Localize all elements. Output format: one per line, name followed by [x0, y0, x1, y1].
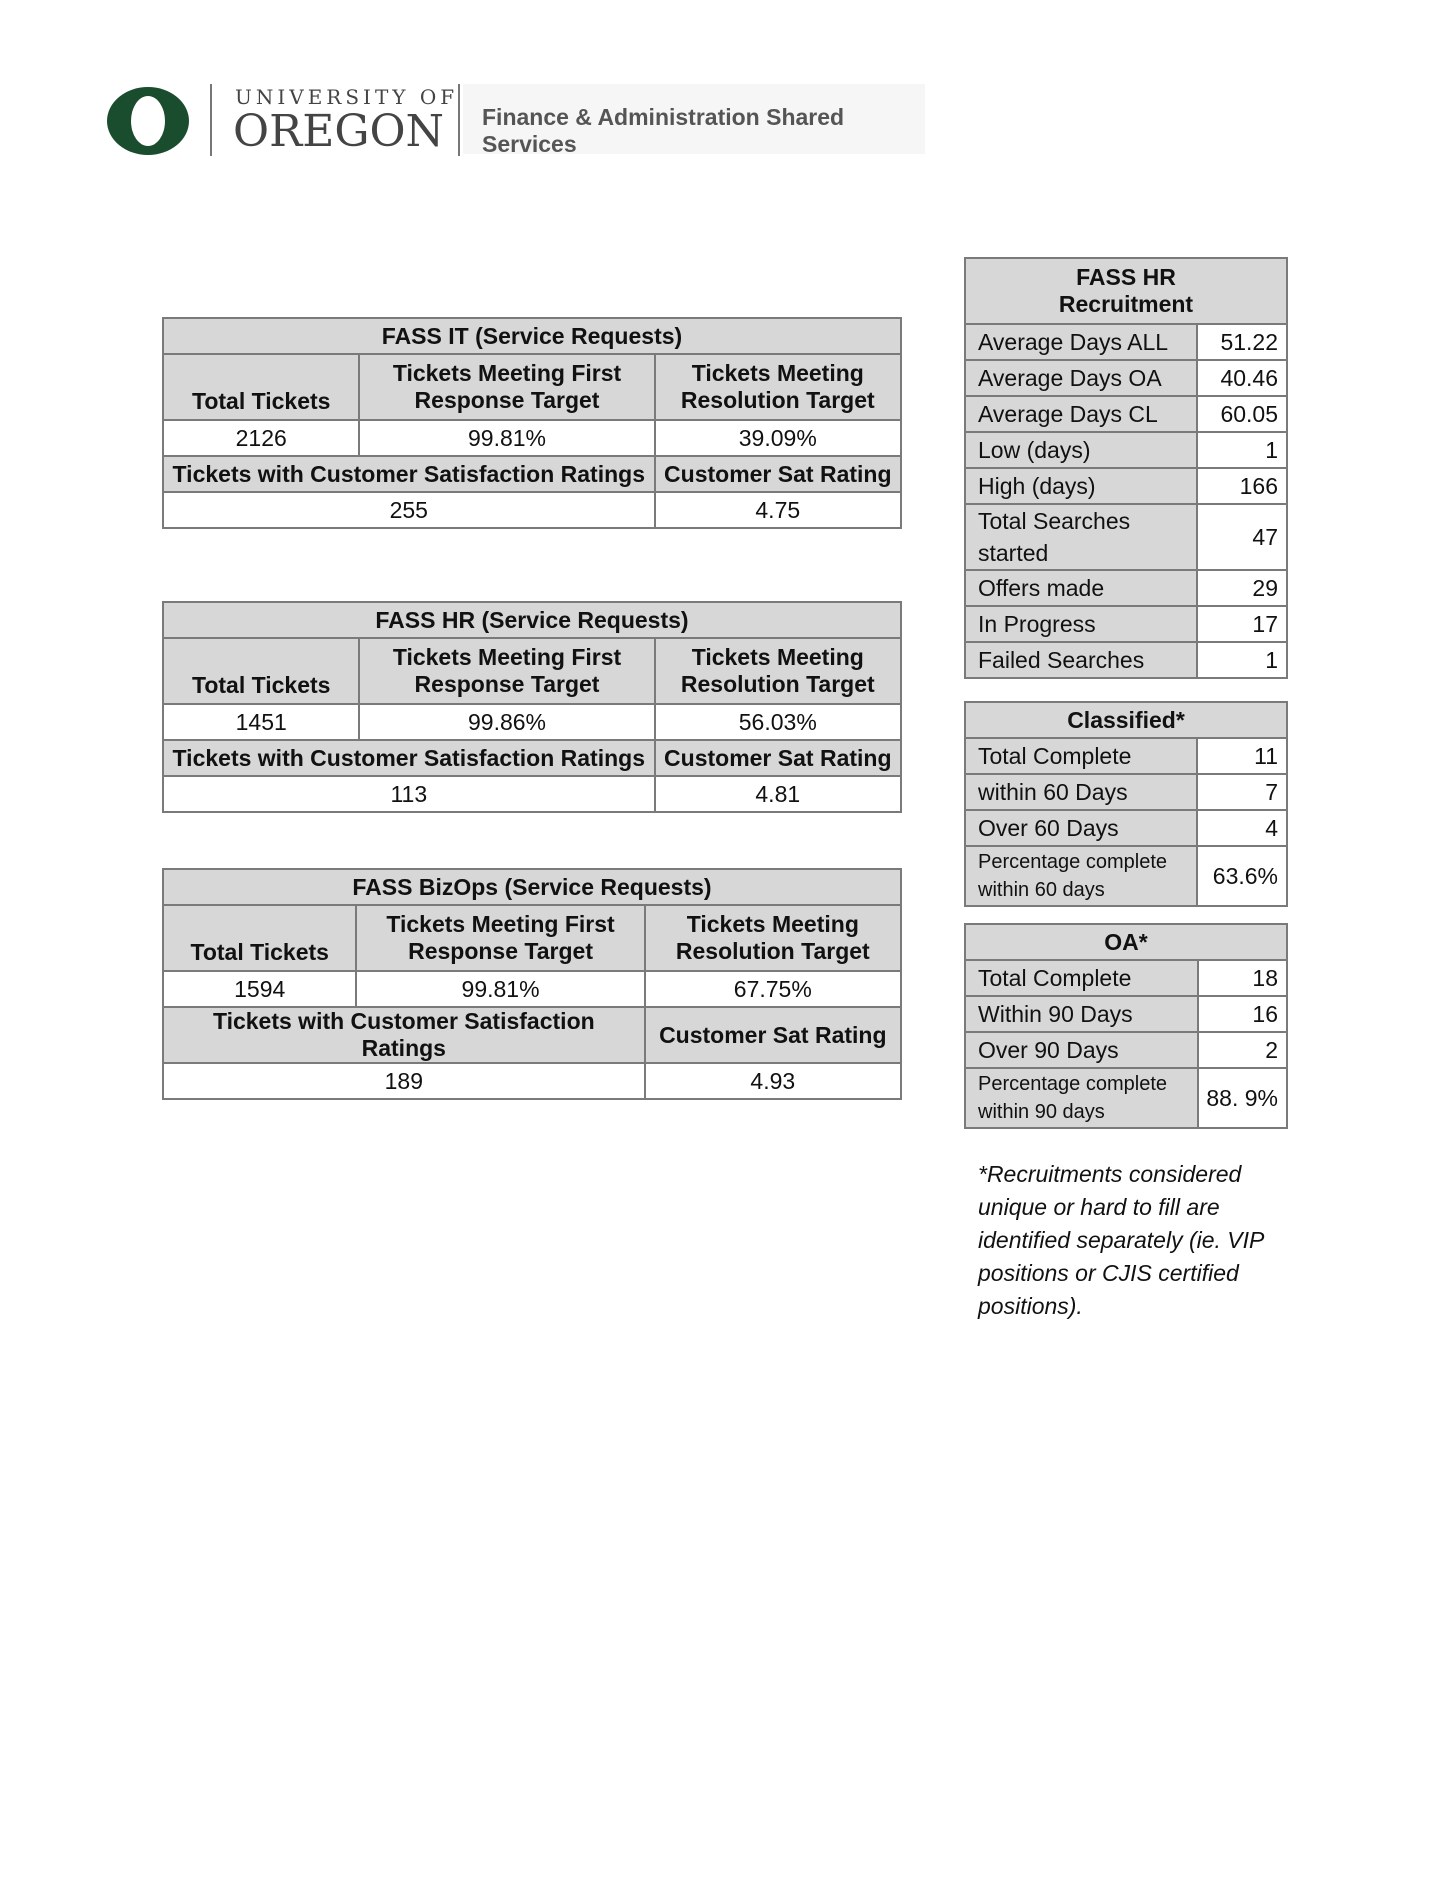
row-label: within 60 Days	[965, 774, 1197, 810]
col-header-total-tickets: Total Tickets	[163, 905, 356, 971]
col-header-first-response: Tickets Meeting First Response Target	[359, 354, 654, 420]
row-label: Total Complete	[965, 738, 1197, 774]
sat-rating-value: 4.75	[655, 492, 901, 528]
oregon-wordmark: OREGON	[233, 106, 445, 157]
first-response-value: 99.86%	[359, 704, 654, 740]
logo-divider	[458, 84, 460, 156]
row-label: Over 90 Days	[965, 1032, 1198, 1068]
row-label: Within 90 Days	[965, 996, 1198, 1032]
resolution-value: 56.03%	[655, 704, 901, 740]
row-value: 47	[1197, 504, 1287, 570]
ratings-value: 189	[163, 1063, 645, 1099]
row-value: 60.05	[1197, 396, 1287, 432]
classified-table	[964, 701, 1288, 907]
ratings-value: 255	[163, 492, 655, 528]
col-header-resolution: Tickets Meeting Resolution Target	[645, 905, 901, 971]
col-header-sat-rating: Customer Sat Rating	[645, 1007, 901, 1063]
row-value: 7	[1197, 774, 1287, 810]
col-header-first-response: Tickets Meeting First Response Target	[356, 905, 644, 971]
col-header-resolution: Tickets Meeting Resolution Target	[655, 354, 901, 420]
row-label: Average Days OA	[965, 360, 1197, 396]
fass-it-table	[162, 317, 902, 529]
hr-recruitment-table	[964, 257, 1288, 679]
row-label: Total Searches started	[965, 504, 1197, 570]
sat-rating-value: 4.81	[655, 776, 901, 812]
col-header-resolution: Tickets Meeting Resolution Target	[655, 638, 901, 704]
row-label: Total Complete	[965, 960, 1198, 996]
total-tickets-value: 1451	[163, 704, 359, 740]
row-value: 1	[1197, 432, 1287, 468]
table-title: FASS IT (Service Requests)	[163, 318, 901, 354]
row-label: Percentage complete within 60 days	[965, 846, 1197, 906]
row-label: Over 60 Days	[965, 810, 1197, 846]
row-label: Offers made	[965, 570, 1197, 606]
fass-hr-table	[162, 601, 902, 813]
row-label: Average Days ALL	[965, 324, 1197, 360]
col-header-ratings: Tickets with Customer Satisfaction Ratings	[163, 456, 655, 492]
university-o-logo	[105, 85, 191, 157]
oa-title: OA*	[965, 924, 1287, 960]
total-tickets-value: 1594	[163, 971, 356, 1007]
col-header-total-tickets: Total Tickets	[163, 354, 359, 420]
resolution-value: 39.09%	[655, 420, 901, 456]
row-value: 40.46	[1197, 360, 1287, 396]
row-value: 16	[1198, 996, 1287, 1032]
row-value: 166	[1197, 468, 1287, 504]
classified-title: Classified*	[965, 702, 1287, 738]
row-value: 4	[1197, 810, 1287, 846]
logo-divider	[210, 84, 212, 156]
recruitment-title: FASS HR Recruitment	[965, 258, 1287, 324]
header	[105, 82, 925, 158]
row-value: 17	[1197, 606, 1287, 642]
first-response-value: 99.81%	[359, 420, 654, 456]
row-value: 51.22	[1197, 324, 1287, 360]
row-label: Average Days CL	[965, 396, 1197, 432]
col-header-first-response: Tickets Meeting First Response Target	[359, 638, 654, 704]
row-label: High (days)	[965, 468, 1197, 504]
row-value: 63.6%	[1197, 846, 1287, 906]
footnote: *Recruitments considered unique or hard to fill are identified separately (ie. VIP positions or CJIS certified positions).	[978, 1161, 1264, 1319]
university-of-text: UNIVERSITY OF	[235, 85, 459, 109]
col-header-ratings: Tickets with Customer Satisfaction Ratings	[163, 1007, 645, 1063]
sat-rating-value: 4.93	[645, 1063, 901, 1099]
row-label: Percentage complete within 90 days	[965, 1068, 1198, 1128]
first-response-value: 99.81%	[356, 971, 644, 1007]
row-value: 29	[1197, 570, 1287, 606]
row-value: 18	[1198, 960, 1287, 996]
row-label: In Progress	[965, 606, 1197, 642]
row-value: 1	[1197, 642, 1287, 678]
total-tickets-value: 2126	[163, 420, 359, 456]
row-value: 88. 9%	[1198, 1068, 1287, 1128]
fass-bizops-table	[162, 868, 902, 1100]
col-header-total-tickets: Total Tickets	[163, 638, 359, 704]
table-title: FASS HR (Service Requests)	[163, 602, 901, 638]
resolution-value: 67.75%	[645, 971, 901, 1007]
row-value: 2	[1198, 1032, 1287, 1068]
table-title: FASS BizOps (Service Requests)	[163, 869, 901, 905]
ratings-value: 113	[163, 776, 655, 812]
col-header-sat-rating: Customer Sat Rating	[655, 456, 901, 492]
row-label: Failed Searches	[965, 642, 1197, 678]
oa-table	[964, 923, 1288, 1129]
col-header-sat-rating: Customer Sat Rating	[655, 740, 901, 776]
row-value: 11	[1197, 738, 1287, 774]
department-name: Finance & Administration Shared Services	[482, 104, 845, 157]
col-header-ratings: Tickets with Customer Satisfaction Ratings	[163, 740, 655, 776]
row-label: Low (days)	[965, 432, 1197, 468]
